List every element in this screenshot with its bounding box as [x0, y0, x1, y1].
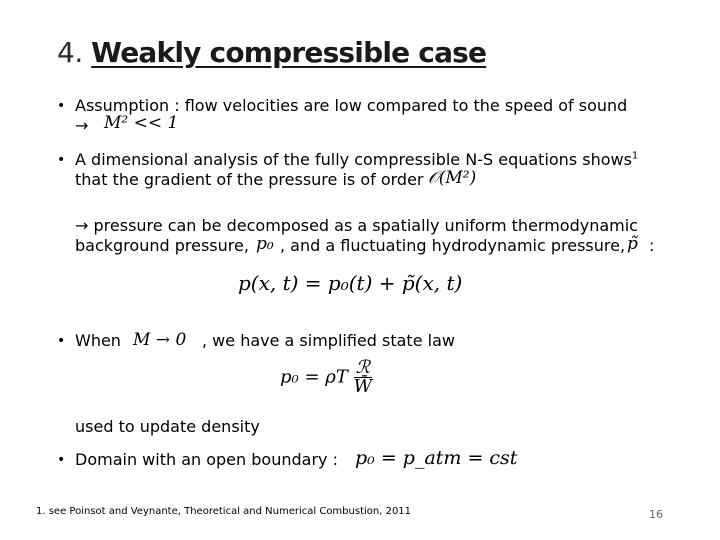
- sub-line2-b: , and a fluctuating hydrodynamic pressure,: [280, 236, 626, 255]
- sub-arrow-line1: [75, 216, 638, 235]
- slide-title: [57, 36, 486, 69]
- fraction-denominator: W̄: [353, 376, 373, 397]
- domain-text: Domain with an open boundary :: [75, 450, 338, 469]
- title-text: Weakly compressible case: [91, 36, 487, 69]
- arrow-icon: →: [75, 116, 89, 135]
- page-number: 16: [649, 508, 663, 521]
- bullet-dot: •: [57, 452, 66, 468]
- fraction: [354, 359, 373, 396]
- equation-state-law: [280, 359, 372, 396]
- math-order: 𝒪(M²): [428, 168, 477, 188]
- used-text: used to update density: [75, 417, 260, 436]
- bullet-dot: •: [57, 152, 66, 168]
- title-number: 4.: [57, 36, 83, 69]
- math-boundary-pressure: p₀ = p_atm = cst: [355, 447, 518, 469]
- bullet-analysis-line1: [75, 150, 638, 169]
- footnote-ref: 1: [631, 150, 639, 162]
- footnote: 1. see Poinsot and Veynante, Theoretical and Numerical Combustion, 2011: [36, 506, 412, 517]
- math-mach-limit: M → 0: [133, 330, 187, 350]
- decomposition-text: pressure can be decomposed as a spatially uniform thermodynamic: [93, 216, 638, 235]
- fraction-numerator: ℛ: [354, 359, 373, 378]
- bullet-analysis-line2: that the gradient of the pressure is of order: [75, 170, 424, 189]
- colon-text: :: [649, 236, 655, 255]
- math-p0: p₀: [256, 234, 274, 254]
- state-law-text: , we have a simplified state law: [202, 331, 455, 350]
- sub-line2-a: background pressure,: [75, 236, 249, 255]
- math-ptilde: p̃: [627, 234, 638, 254]
- bullet-dot: •: [57, 333, 66, 349]
- math-mach-condition: M² << 1: [104, 113, 179, 133]
- analysis-text: A dimensional analysis of the fully compressible N-S equations shows: [75, 150, 632, 169]
- state-law-lhs: p₀ = ρT: [280, 366, 348, 388]
- bullet-dot: •: [57, 98, 66, 114]
- arrow-icon: →: [75, 216, 89, 235]
- bullet-assumption: Assumption : flow velocities are low compared to the speed of sound: [75, 96, 628, 115]
- equation-pressure-decomposition: p(x, t) = p₀(t) + p̃(x, t): [238, 271, 463, 295]
- when-text: When: [75, 331, 121, 350]
